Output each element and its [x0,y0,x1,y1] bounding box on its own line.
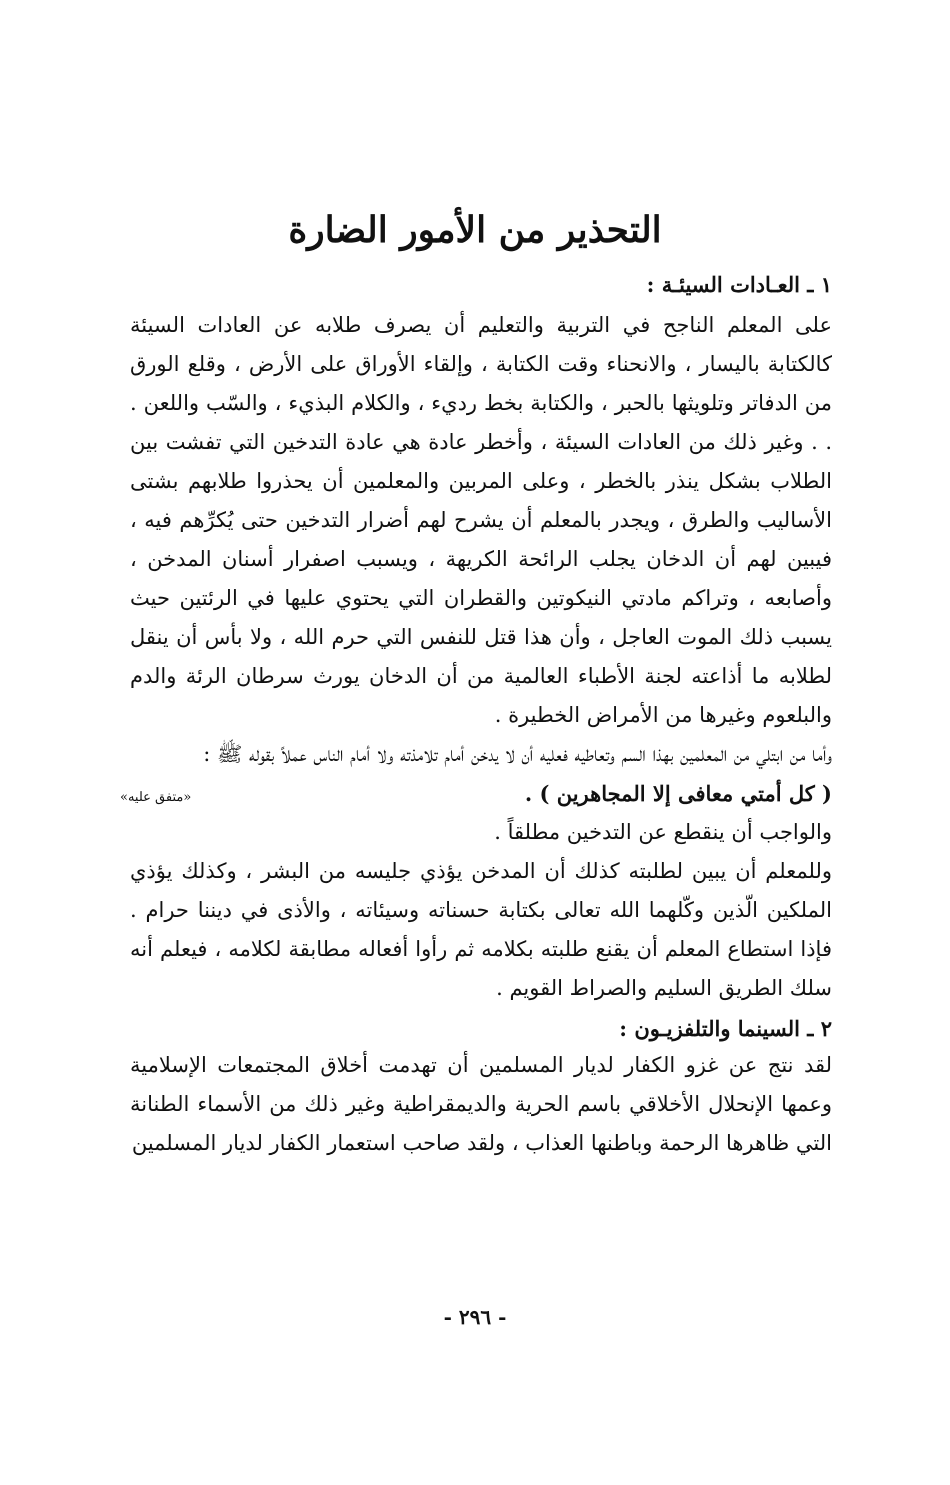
hadith-quote: ( كل أمتي معافى إلا المجاهرين ) . [524,781,832,806]
paragraph-quit-smoking: والواجب أن ينقطع عن التدخين مطلقاً . [494,820,832,844]
page-title: التحذير من الأمور الضارة [288,209,662,251]
section-heading-cinema-tv: ٢ ـ السينما والتلفزيـون : [619,1016,832,1041]
body-text [120,268,832,1163]
paragraph-cinema-tv: لقد نتج عن غزو الكفار لديار المسلمين أن تهدمت أخلاق المجتمعات الإسلامية وعمها الإنحلال الأخلاقي باسم الحرية والديمقراطية وغير ذلك من الأسماء الطنانة التي ظاهرها الرحمة وباطنها العذاب ، ولقد صاحب استعمار الكفار لديار المسلمين [130,1053,832,1155]
hadith-row [120,774,832,813]
section-heading-bad-habits: ١ ـ العـادات السيئـة : [646,272,832,297]
paragraph-smoking-teachers: وأما من ابتلي من المعلمين بهذا السم وتعاطيه فعليه أن لا يدخن أمام تلامذته ولا أمام الناس عملاً بقوله ﷺ : [203,742,832,766]
paragraph-harm-others: وللمعلم أن يبين لطلبته كذلك أن المدخن يؤذي جليسه من البشر ، وكذلك يؤذي الملكين الّذين وكّلهما الله تعالى بكتابة حسناته وسيئاته ، والأذى في ديننا حرام . فإذا استطاع المعلم أن يقنع طلبته بكلامه ثم رأوا أفعاله مطابقة لكلامه ، فيعلم أنه سلك الطريق السليم والصراط القويم . [130,859,832,1000]
paragraph-bad-habits: على المعلم الناجح في التربية والتعليم أن يصرف طلابه عن العادات السيئة كالكتابة باليسار ، والانحناء وقت الكتابة ، وإلقاء الأوراق على الأرض ، وقلع الورق من الدفاتر وتلويثها بالحبر ، والكتابة بخط رديء ، والكلام البذيء ، والسّب واللعن . . . وغير ذلك من العادات السيئة ، وأخطر عادة هي عادة التدخين التي تفشت بين الطلاب بشكل ينذر بالخطر ، وعلى المربين والمعلمين أن يحذروا طلابهم بشتى الأساليب والطرق ، ويجدر بالمعلم أن يشرح لهم أضرار التدخين حتى يُكرِّهم فيه ، فيبين لهم أن الدخان يجلب الرائحة الكريهة ، ويسبب اصفرار أسنان المدخن ، وأصابعه ، وتراكم مادتي النيكوتين والقطران التي يحتوي عليها في الرئتين حيث يسبب ذلك الموت العاجل ، وأن هذا قتل للنفس التي حرم الله ، ولا بأس أن ينقل لطلابه ما أذاعته لجنة الأطباء العالمية من أن الدخان يورث سرطان الرئة والدم والبلعوم وغيرها من الأمراض الخطيرة . [130,313,832,727]
hadith-source: «متفق عليه» [120,790,192,805]
page-number: - ٢٩٦ - [443,1305,507,1329]
